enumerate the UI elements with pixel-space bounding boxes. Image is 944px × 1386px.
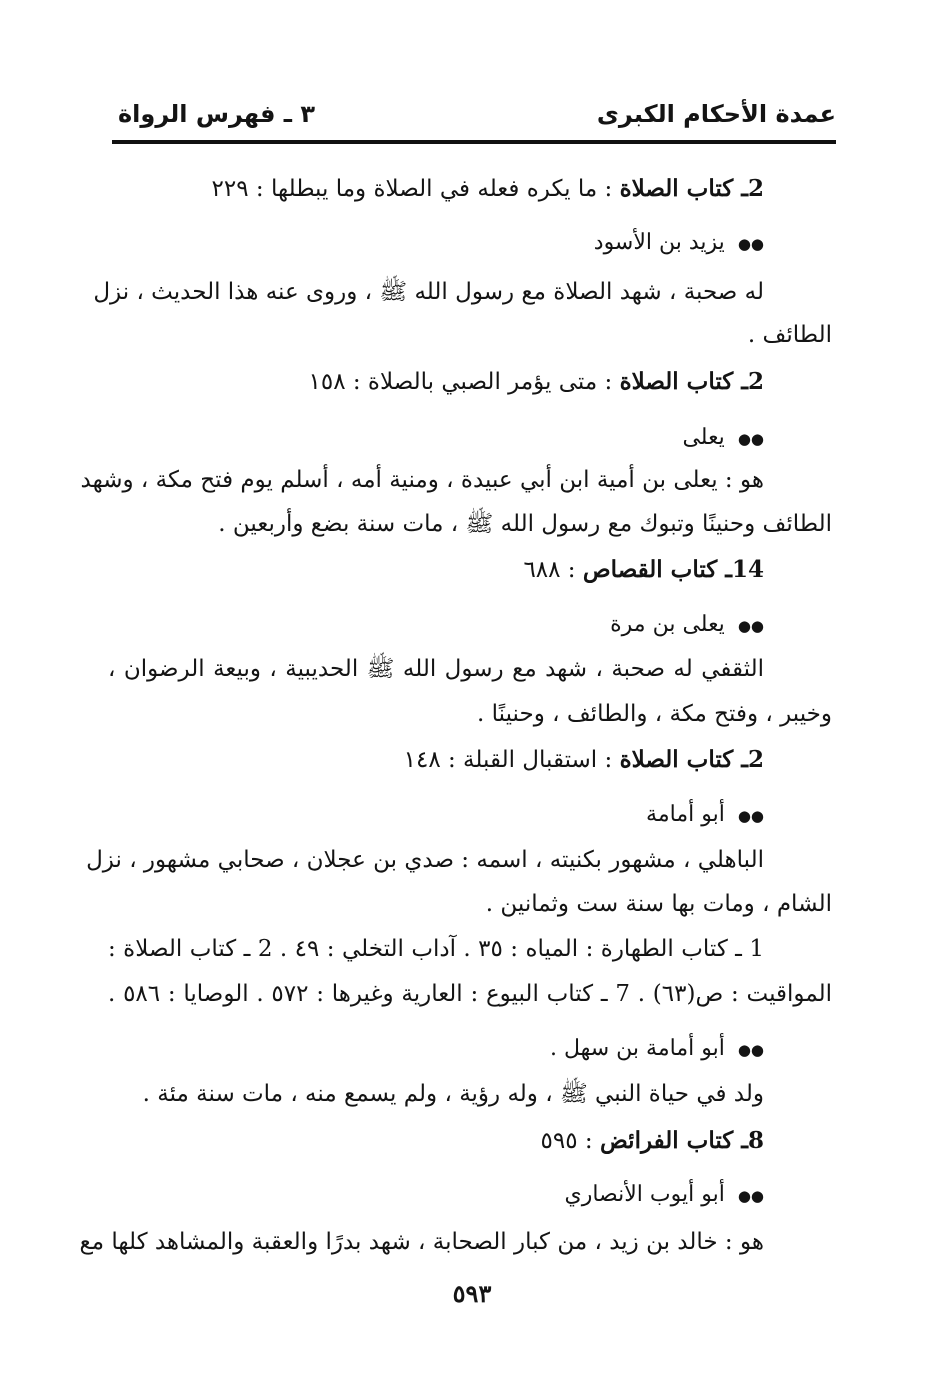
book-title: ـ كتاب الصلاة — [619, 368, 748, 395]
narrator-bio-line: وخيبر ، وفتح مكة ، والطائف ، وحنينًا . — [477, 701, 832, 727]
bullet-icon: ●● — [737, 1041, 764, 1059]
book-number: 2 — [747, 746, 764, 773]
reference-line — [541, 1124, 764, 1158]
narrator-heading — [565, 1178, 765, 1213]
running-header-title: عمدة الأحكام الكبرى — [596, 100, 836, 128]
narrator-bio-line: له صحبة ، شهد الصلاة مع رسول الله ﷺ ، وروى عنه هذا الحديث ، نزل — [93, 279, 764, 305]
narrator-heading — [610, 608, 764, 643]
reference-line — [309, 365, 765, 399]
reference-line — [212, 172, 764, 206]
narrator-name: أبو أمامة — [646, 802, 725, 827]
book-number: 14 — [731, 556, 764, 583]
book-title: ـ كتاب القصاص — [582, 556, 732, 583]
bullet-icon: ●● — [737, 235, 764, 253]
bullet-icon: ●● — [737, 617, 764, 635]
narrator-name: أبو أيوب الأنصاري — [564, 1182, 725, 1207]
narrator-heading — [646, 798, 764, 833]
narrator-bio-line: هو : يعلى بن أمية ابن أبي عبيدة ، ومنية أمه ، أسلم يوم فتح مكة ، وشهد — [80, 467, 764, 493]
book-number: 2 — [747, 368, 764, 395]
narrator-bio-line: الباهلي ، مشهور بكنيته ، اسمه : صدي بن عجلان ، صحابي مشهور ، نزل — [86, 847, 764, 873]
reference-detail: : متى يؤمر الصبي بالصلاة : ١٥٨ — [308, 369, 620, 395]
narrator-bio-line: الثقفي له صحبة ، شهد مع رسول الله ﷺ الحديبية ، وبيعة الرضوان ، — [108, 656, 764, 682]
book-number: 8 — [747, 1127, 764, 1154]
running-header-section: ٣ ـ فهرس الرواة — [118, 100, 316, 128]
reference-detail: : ٥٩٥ — [540, 1128, 600, 1154]
header-rule — [112, 140, 836, 144]
narrator-bio-line: الطائف وحنينًا وتبوك مع رسول الله ﷺ ، مات سنة بضع وأربعين . — [218, 511, 832, 537]
page-number: ٥٩٣ — [452, 1279, 492, 1308]
reference-detail: : ٦٨٨ — [523, 557, 583, 583]
bullet-icon: ●● — [737, 430, 764, 448]
narrator-heading — [550, 1032, 764, 1067]
reference-detail: : ما يكره فعله في الصلاة وما يبطلها : ٢٢٩ — [211, 176, 620, 202]
reference-list-line: 1 ـ كتاب الطهارة : المياه : ٣٥ . آداب التخلي : ٤٩ . 2 ـ كتاب الصلاة : — [108, 936, 764, 962]
bullet-icon: ●● — [737, 807, 764, 825]
narrator-name: يعلى بن مرة — [610, 612, 725, 637]
book-number: 2 — [747, 175, 764, 202]
book-title: ـ كتاب الصلاة — [619, 175, 748, 202]
narrator-bio-line: هو : خالد بن زيد ، من كبار الصحابة ، شهد بدرًا والعقبة والمشاهد كلها مع — [79, 1229, 764, 1255]
reference-line — [523, 553, 764, 587]
narrator-heading — [682, 421, 764, 456]
book-title: ـ كتاب الفرائض — [599, 1127, 748, 1154]
narrator-name: يعلى — [682, 425, 725, 450]
reference-detail: : استقبال القبلة : ١٤٨ — [403, 747, 620, 773]
book-title: ـ كتاب الصلاة — [619, 746, 748, 773]
narrator-bio-line: ولد في حياة النبي ﷺ ، وله رؤية ، ولم يسمع منه ، مات سنة مئة . — [142, 1081, 764, 1107]
narrator-bio-line: الشام ، ومات بها سنة ست وثمانين . — [485, 891, 832, 917]
narrator-bio-line: الطائف . — [747, 322, 832, 348]
narrator-heading — [594, 226, 764, 261]
reference-line — [404, 743, 764, 777]
bullet-icon: ●● — [737, 1187, 764, 1205]
narrator-name: يزيد بن الأسود — [593, 230, 725, 255]
narrator-name: أبو أمامة بن سهل . — [549, 1036, 725, 1061]
reference-list-line: المواقيت : ص(٦٣) . 7 ـ كتاب البيوع : العارية وغيرها : ٥٧٢ . الوصايا : ٥٨٦ . — [108, 981, 833, 1007]
